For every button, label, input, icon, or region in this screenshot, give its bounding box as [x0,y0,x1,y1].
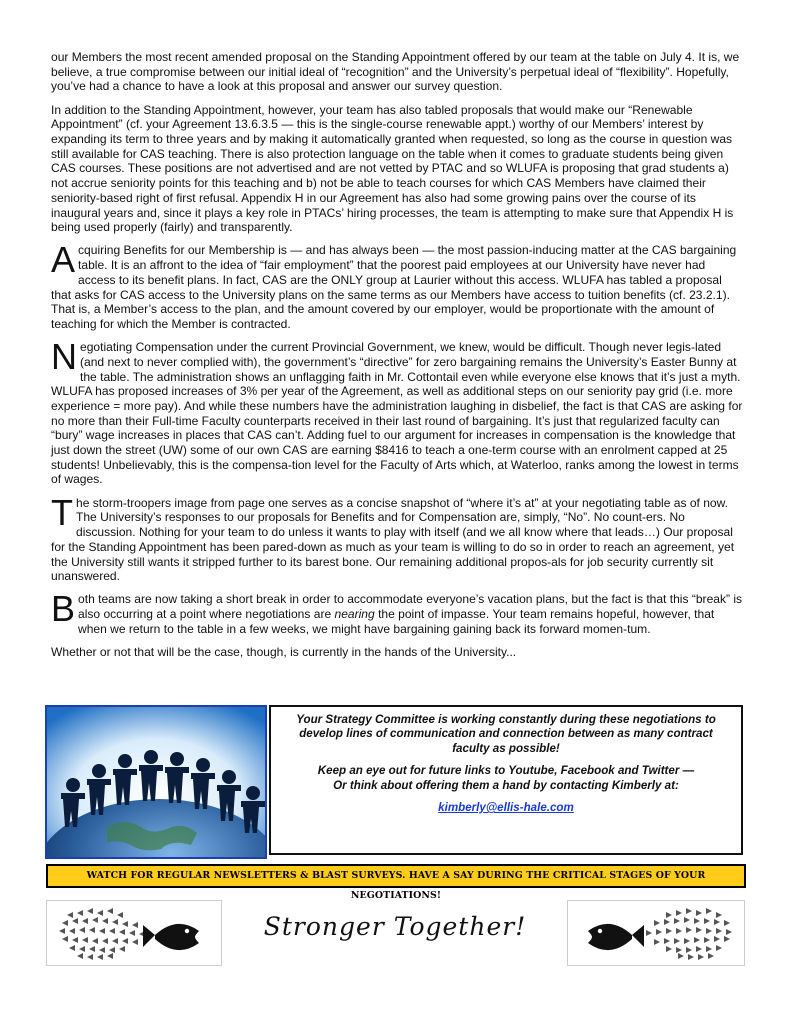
big-fish-icon [143,924,199,950]
paragraph-text: cquiring Benefits for our Membership is — and has always been — the most passion-inducing matter at the CAS bargaining table. It is an affront to the idea of “fair employment” that the poorest paid employees at our University have never had access to its benefit plans. In fact, CAS are the ONLY group at Laurier without this access. WLUFA has tabled a proposal that asks for CAS access to the University plans on the same terms as our Members have access to tuition benefits (cf. 23.2.1). That is, a Member’s access to the plan, and the amount covered by our employer, would be proportionate with the amount of teaching for which the Member is contracted. [51,243,737,331]
drop-cap: A [51,239,76,281]
committee-message: Your Strategy Committee is working constantly during these negotiations to develop lines of communication and connection between as many contract faculty as possible! [296,713,716,755]
strategy-committee-section [45,705,745,857]
paragraph-benefits [51,239,743,331]
fish-school-image-left [46,900,222,966]
people-globe-illustration [47,707,265,857]
fish-school-icon [47,901,221,965]
paragraph-standing-appointment: our Members the most recent amended proposal on the Standing Appointment offered by our team at the table on July 4. It is, we believe, a true compromise between our initial ideal of “recognition” and the University’s perpetual ideal of “flexibility”. Hopefully, you’ve had a chance to have a look at this proposal and answer our survey question. [51,50,740,94]
newsletter-banner: WATCH FOR REGULAR NEWSLETTERS & BLAST SURVEYS. HAVE A SAY DURING THE CRITICAL STAGES OF YOUR NEGOTIATIONS! [46,864,746,888]
big-fish-icon [588,924,644,950]
stronger-together-tagline: Stronger Together! [263,912,527,941]
paragraph-compensation [51,336,743,487]
social-links-message: Keep an eye out for future links to Youtube, Facebook and Twitter — [317,764,695,778]
paragraph-text: oth teams are now taking a short break in order to accommodate everyone’s vacation plans, but the fact is that this “break” is also occurring at a point where negotiations are [78,592,743,622]
fish-school-image-right [567,900,745,966]
drop-cap: N [51,336,77,378]
paragraph-closing: Whether or not that will be the case, though, is currently in the hands of the University... [51,645,517,660]
contact-email-link[interactable]: kimberly@ellis-hale.com [438,801,574,815]
people-globe-image [45,705,267,859]
contact-message: Or think about offering them a hand by contacting Kimberly at: [333,778,679,792]
strategy-committee-message [269,705,743,855]
emphasis-nearing: nearing [334,607,375,622]
paragraph-renewable-appointment: In addition to the Standing Appointment, however, your team has also tabled proposals that would make our “Renewable Appointment” (cf. your Agreement 13.6.3.5 — this is the single-course renewable appt.) worthy of our Members’ interest by expanding its term to three years and by making it automatically granted when requested, so long as the course in question was still available for CAS teaching. There is also protection language on the table when it comes to graduate students being given CAS courses. These positions are not advertised and are not vetted by PTAC and so WLUFA is proposing that grad students a) not accrue seniority points for this teaching and b) not be able to teach courses for which CAS Members have claimed their seniority-based right of first refusal. Appendix H in our Agreement has also had some growing pains over the course of its inaugural years and, since it plays a key role in PTACs’ hiring processes, the team is attempting to make sure that Appendix H is being used properly (fairly) and transparently. [51,102,734,235]
drop-cap: B [51,588,76,630]
paragraph-text: the point of impasse. Your team remains hopeful, however, that when we return to the table in a few weeks, we might have bargaining gaining back its forward momen-tum. [78,607,715,636]
paragraph-text: egotiating Compensation under the current Provincial Government, we knew, would be difficult. Though never legis-lated (and next to never complied with), the government’s “directive” for zero bargaining remains the University’s Easter Bunny at the table. The administration shows an unflagging faith in Mr. Cottontail even while everyone else knows that it’s just a myth. WLUFA has proposed increases of 3% per year of the Agreement, as well as additional steps on our seniority pay grid (i.e. more experience = more pay). And while these numbers have the administration laughing in disbelief, the fact is that CAS are asking for no more than their Full-time Faculty counterparts received in their last round of bargaining. It’s just that regularized faculty can “bury” wage increases in places that CAS can’t. Adding fuel to our argument for increases in compensation is the knowledge that just down the street (UW) some of our own CAS are earning $8416 to teach a one-term course with an enrolment capped at 25 students! Unbelievably, this is the compensa-tion level for the Faculty of Arts which, at Waterloo, ranks among the lowest in terms of wages. [51,340,743,487]
fish-school-icon [568,901,744,965]
paragraph-storm-troopers [51,491,743,584]
drop-cap: T [51,491,73,533]
paragraph-break [51,588,743,636]
article-body [51,50,743,668]
paragraph-text: he storm-troopers image from page one serves as a concise snapshot of “where it’s at” at your negotiating table as of now. The University’s responses to our proposals for Benefits and for Compensation are, simply, “No”. No count-ers. No discussion. Nothing for your team to do unless it wants to play with itself (and we all know where that leads…) Our proposal for the Standing Appointment has been pared-down as much as your team is willing to do so in order to reach an agreement, yet the University still wants it stripped further to its barest bone. Our remaining additional propos-als for job security currently sit unanswered. [51,495,735,584]
